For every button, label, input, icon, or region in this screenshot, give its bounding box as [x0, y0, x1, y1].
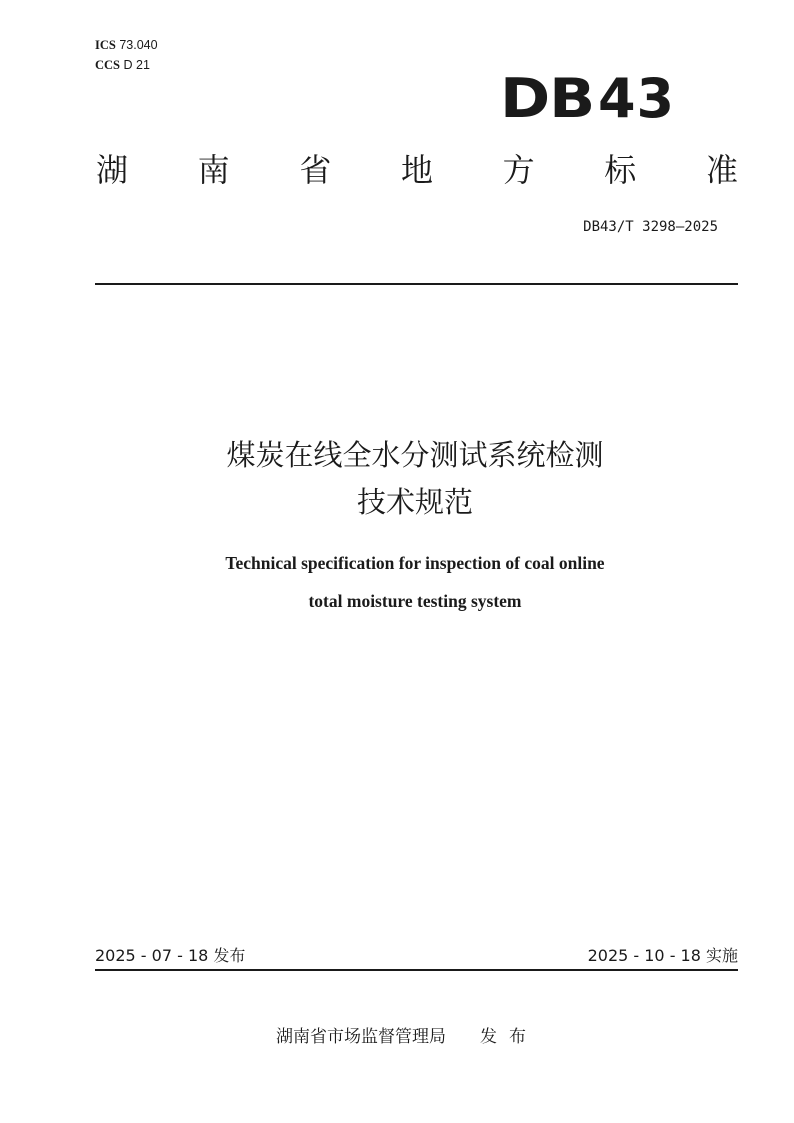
standard-type-title	[96, 150, 738, 190]
standard-title-char: 标	[604, 151, 637, 189]
standard-number: DB43/T 3298—2025	[583, 219, 718, 235]
ccs-classification	[95, 58, 150, 73]
logo-number-text: 43	[597, 67, 676, 130]
logo-db-text: DB	[500, 67, 595, 130]
db43-logo	[500, 67, 676, 130]
document-title-cn-line2: 技术规范	[356, 485, 473, 519]
standard-title-char: 地	[400, 151, 433, 189]
footer-divider	[95, 969, 738, 971]
ics-value: 73.040	[119, 38, 158, 52]
document-title-en-line1: Technical specification for inspection of coal online	[225, 553, 605, 573]
ics-classification	[95, 38, 158, 53]
release-date: 2025 - 07 - 18 发布	[95, 946, 246, 965]
standard-title-char: 南	[197, 151, 230, 189]
standard-title-char: 方	[502, 151, 535, 189]
ccs-label: CCS	[95, 58, 121, 72]
ccs-value: D 21	[123, 58, 150, 72]
issue-word: 发布	[480, 1027, 538, 1047]
issuer-name: 湖南省市场监督管理局	[276, 1027, 446, 1047]
standard-title-char: 湖	[96, 151, 129, 189]
document-title-cn-line1: 煤炭在线全水分测试系统检测	[226, 438, 604, 472]
implementation-date: 2025 - 10 - 18 实施	[587, 946, 738, 965]
issuing-authority	[0, 1026, 794, 1048]
document-title-en-line2: total moisture testing system	[308, 591, 522, 611]
standard-title-char: 省	[299, 151, 332, 189]
ics-label: ICS	[95, 38, 116, 52]
header-divider	[95, 283, 738, 285]
standard-title-char: 准	[705, 151, 738, 189]
